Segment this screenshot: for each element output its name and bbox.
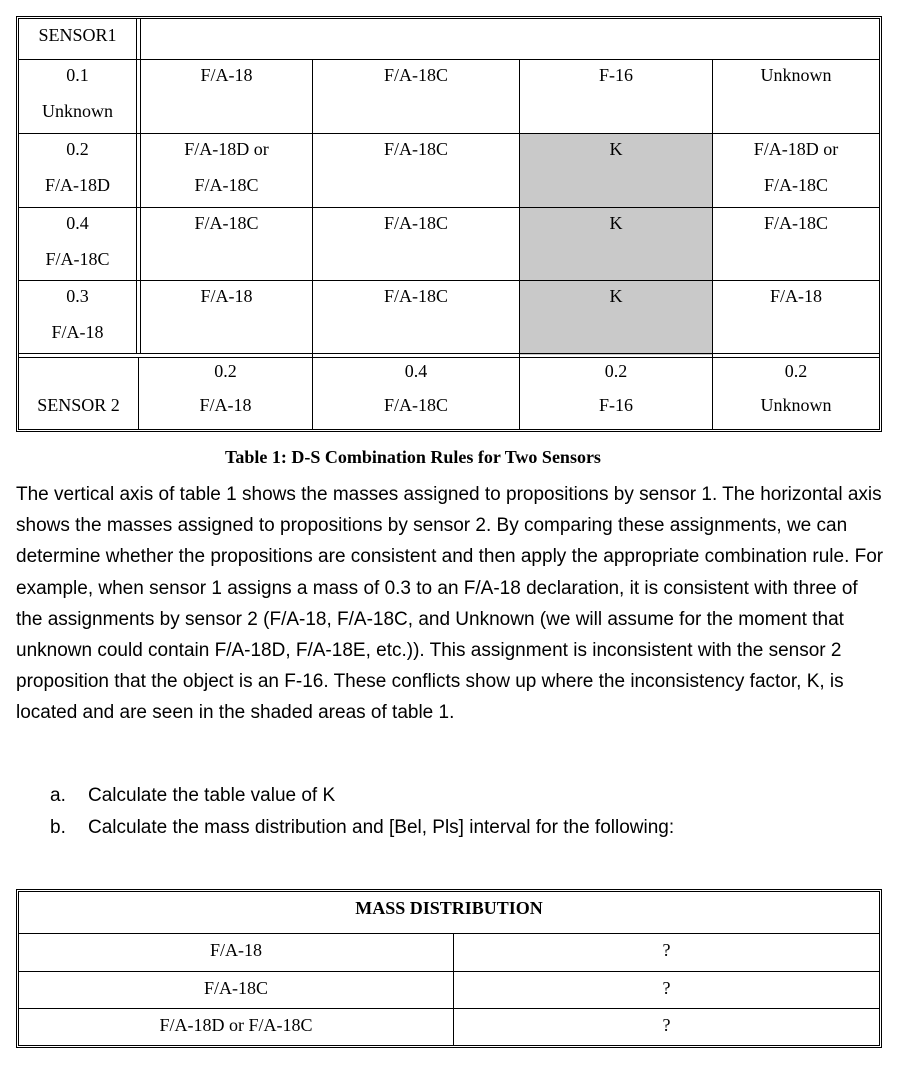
sensor1-row-label: 0.2 F/A-18D — [44, 139, 110, 195]
body-paragraph: The vertical axis of table 1 shows the masses assigned to propositions by sensor 1. The horizontal axis shows the masses assigned to propositions by sensor 2. By comparing these assignments, we can determine whether the propositions are consistent and then apply the appropriate combination rule. For example, when sensor 1 assigns a mass of 0.3 to an F/A-18 declaration, it is consistent with three of the assignments by sensor 2 (F/A-18, F/A-18C, and Unknown (we will assume for the moment that unknown could contain F/A-18D, F/A-18E, etc.)). This assignment is inconsistent with the sensor 2 proposition that the object is an F-16. These conflicts show up where the inconsistency factor, K, is located and are seen in the shaded areas of table 1. — [16, 484, 884, 724]
question-text: Calculate the table value of K — [88, 785, 336, 806]
mass-row-label: F/A-18D or F/A-18C — [159, 1015, 313, 1035]
combination-cell: F/A-18C — [383, 213, 448, 233]
mass-row-value: ? — [662, 1015, 671, 1035]
conflict-cell-k: K — [609, 213, 623, 233]
grid-line — [19, 353, 879, 354]
sensor2-col-label: 0.2 Unknown — [760, 361, 832, 415]
question-item — [50, 812, 674, 844]
combination-cell: Unknown — [760, 65, 832, 85]
sensor1-row-label: 0.3 F/A-18 — [51, 286, 104, 342]
question-marker: a. — [50, 785, 66, 806]
mass-row-label: F/A-18 — [209, 940, 262, 960]
combination-cell: F/A-18 — [769, 286, 822, 306]
sensor2-col-label: 0.2 F-16 — [598, 361, 633, 415]
question-marker: b. — [50, 816, 66, 838]
sensor1-row-label: 0.4 F/A-18C — [45, 213, 110, 269]
combination-cell: F/A-18D or F/A-18C — [753, 139, 839, 195]
question-text: Calculate the mass distribution and [Bel, Pls] interval for the following: — [88, 816, 675, 838]
combination-cell: F/A-18C — [383, 65, 448, 85]
question-list — [50, 780, 674, 843]
question-item — [50, 780, 674, 812]
combination-cell: F/A-18D or F/A-18C — [184, 139, 269, 195]
combination-cell: F-16 — [598, 65, 633, 85]
combination-cell: F/A-18 — [200, 286, 253, 306]
sensor1-corner-label: SENSOR1 — [38, 25, 117, 45]
combination-cell: F/A-18 — [200, 65, 253, 85]
combination-rules-grid — [19, 19, 879, 429]
sensor2-label: SENSOR 2 — [37, 395, 120, 415]
combination-cell: F/A-18C — [763, 213, 828, 233]
conflict-cell-k: K — [609, 139, 623, 159]
mass-distribution-table — [16, 889, 882, 1048]
sensor2-col-label: 0.2 F/A-18 — [199, 361, 252, 415]
sensor1-row-label: 0.1 Unknown — [42, 65, 113, 121]
mass-row-value: ? — [662, 978, 671, 998]
mass-row-value: ? — [662, 940, 671, 960]
mass-distribution-header: MASS DISTRIBUTION — [355, 898, 543, 918]
grid-line — [136, 19, 137, 353]
table-caption: Table 1: D-S Combination Rules for Two Sensors — [225, 447, 601, 467]
combination-cell: F/A-18C — [194, 213, 259, 233]
sensor2-col-label: 0.4 F/A-18C — [383, 361, 448, 415]
combination-rules-table — [16, 16, 882, 432]
mass-row-label: F/A-18C — [203, 978, 268, 998]
combination-cell: F/A-18C — [383, 139, 448, 159]
conflict-cell-k: K — [609, 286, 623, 306]
combination-cell: F/A-18C — [383, 286, 448, 306]
